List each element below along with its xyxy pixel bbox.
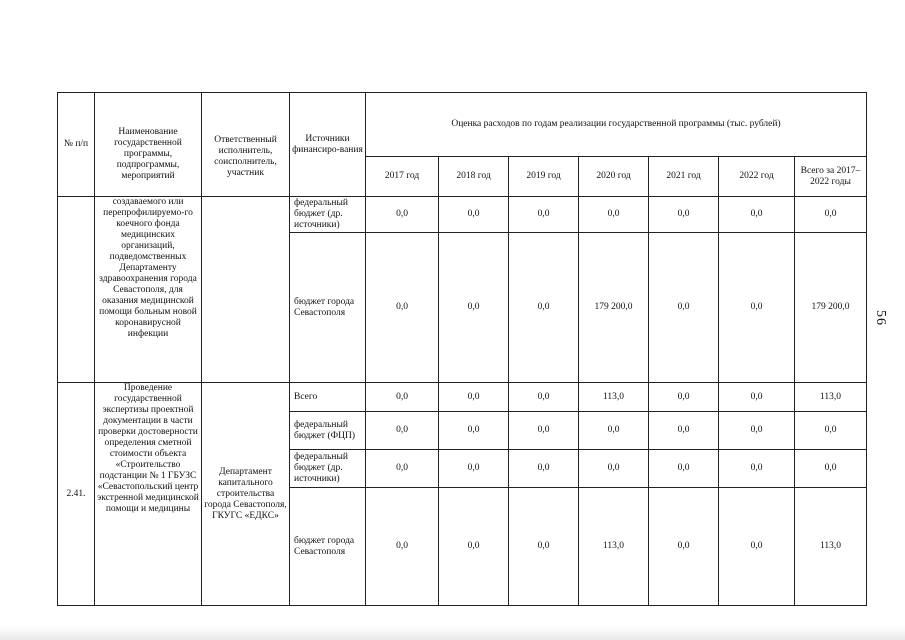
value-cell: 0,0: [649, 412, 719, 450]
block1-name: создаваемого или перепрофилируемо-го коечного фонда медицинских организаций, подведомственных Департаменту здравоохранения города Севастополя, для оказания медицинской помощи больным новой коронавирусной инфекции: [95, 197, 202, 383]
header-row-1: [58, 93, 867, 157]
value-cell: 0,0: [509, 233, 579, 383]
value-cell: 0,0: [579, 450, 649, 488]
source-cell: федеральный бюджет (др. источники): [290, 450, 366, 488]
value-cell: 0,0: [719, 197, 795, 233]
value-cell: 0,0: [579, 412, 649, 450]
value-cell: 0,0: [795, 197, 867, 233]
value-cell: 0,0: [509, 197, 579, 233]
header-sources: Источники финансиро-вания: [290, 93, 366, 197]
table-row: [58, 197, 867, 233]
value-cell: 0,0: [439, 383, 509, 412]
header-year-2021: 2021 год: [649, 157, 719, 197]
value-cell: 0,0: [366, 197, 439, 233]
header-year-2022: 2022 год: [719, 157, 795, 197]
value-cell: 0,0: [439, 233, 509, 383]
source-cell: бюджет города Севастополя: [290, 233, 366, 383]
source-cell: бюджет города Севастополя: [290, 488, 366, 606]
value-cell: 0,0: [719, 412, 795, 450]
value-cell: 0,0: [439, 488, 509, 606]
block2-num: 2.41.: [58, 383, 95, 606]
value-cell: 113,0: [579, 488, 649, 606]
header-name: Наименование государственной программы, подпрограммы, мероприятий: [95, 93, 202, 197]
header-num: № п/п: [58, 93, 95, 197]
value-cell: 0,0: [439, 197, 509, 233]
value-cell: 0,0: [509, 450, 579, 488]
header-estimate: Оценка расходов по годам реализации государственной программы (тыс. рублей): [366, 93, 867, 157]
value-cell: 179 200,0: [795, 233, 867, 383]
table-row: [58, 383, 867, 412]
value-cell: 0,0: [509, 488, 579, 606]
value-cell: 0,0: [509, 412, 579, 450]
page-number: 56: [873, 310, 888, 326]
block2-responsible: Департамент капитального строительства города Севастополя, ГКУГС «ЕДКС»: [202, 383, 290, 606]
header-year-2018: 2018 год: [439, 157, 509, 197]
value-cell: 113,0: [795, 383, 867, 412]
source-cell: федеральный бюджет (ФЦП): [290, 412, 366, 450]
value-cell: 0,0: [509, 383, 579, 412]
value-cell: 179 200,0: [579, 233, 649, 383]
value-cell: 0,0: [719, 450, 795, 488]
value-cell: 0,0: [719, 488, 795, 606]
value-cell: 0,0: [366, 488, 439, 606]
block1-responsible: [202, 197, 290, 383]
header-year-2017: 2017 год: [366, 157, 439, 197]
header-year-total: Всего за 2017–2022 годы: [795, 157, 867, 197]
value-cell: 0,0: [439, 412, 509, 450]
value-cell: 0,0: [366, 450, 439, 488]
value-cell: 113,0: [795, 488, 867, 606]
source-cell: федеральный бюджет (др. источники): [290, 197, 366, 233]
header-responsible: Ответственный исполнитель, соисполнитель, участник: [202, 93, 290, 197]
value-cell: 0,0: [649, 233, 719, 383]
value-cell: 0,0: [366, 383, 439, 412]
value-cell: 0,0: [649, 450, 719, 488]
budget-table: [57, 92, 867, 606]
value-cell: 0,0: [795, 412, 867, 450]
value-cell: 113,0: [579, 383, 649, 412]
value-cell: 0,0: [649, 197, 719, 233]
value-cell: 0,0: [719, 383, 795, 412]
value-cell: 0,0: [649, 383, 719, 412]
header-year-2019: 2019 год: [509, 157, 579, 197]
value-cell: 0,0: [795, 450, 867, 488]
value-cell: 0,0: [366, 233, 439, 383]
source-cell: Всего: [290, 383, 366, 412]
value-cell: 0,0: [579, 197, 649, 233]
header-year-2020: 2020 год: [579, 157, 649, 197]
block1-num: [58, 197, 95, 383]
value-cell: 0,0: [439, 450, 509, 488]
block2-name: Проведение государственной экспертизы проектной документации в части проверки достоверности определения сметной стоимости объекта «Строительство подстанции № 1 ГБУЗС «Севастопольский центр экстренной медицинской помощи и медицины: [95, 383, 202, 606]
value-cell: 0,0: [719, 233, 795, 383]
value-cell: 0,0: [649, 488, 719, 606]
page-bottom-edge: [0, 626, 905, 640]
value-cell: 0,0: [366, 412, 439, 450]
